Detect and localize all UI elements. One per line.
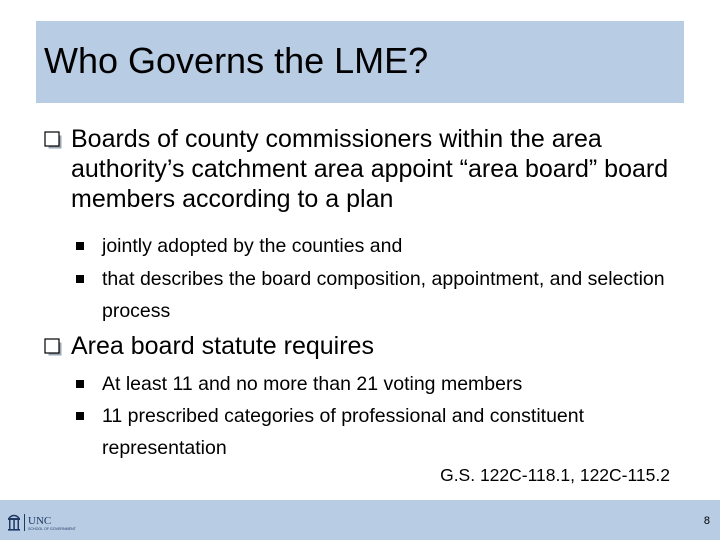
subbullet-text: jointly adopted by the counties and	[102, 235, 403, 257]
statute-citation: G.S. 122C-118.1, 122C-115.2	[440, 465, 670, 485]
square-bullet-icon	[76, 242, 84, 250]
subbullet-text: that describes the board composition, appointment, and selection process	[102, 268, 665, 322]
square-bullet-icon	[76, 380, 84, 388]
svg-text:SCHOOL OF GOVERNMENT: SCHOOL OF GOVERNMENT	[28, 527, 76, 531]
bullet-item	[44, 124, 694, 214]
square-bullet-icon	[76, 412, 84, 420]
page-number: 8	[703, 515, 710, 527]
footer-bar	[0, 500, 720, 540]
checkbox-bullet-icon	[44, 338, 63, 357]
subbullet-item	[76, 230, 701, 262]
slide-title: Who Governs the LME?	[44, 40, 429, 81]
subbullet-item	[76, 368, 701, 400]
bullet-text: Boards of county commissioners within the area authority’s catchment area appoint “area board” board members according to a plan	[71, 125, 669, 213]
subbullet-item	[76, 263, 701, 327]
subbullet-item	[76, 400, 701, 464]
bullet-text: Area board statute requires	[71, 332, 374, 360]
square-bullet-icon	[76, 275, 84, 283]
subbullet-text: At least 11 and no more than 21 voting members	[102, 373, 523, 395]
checkbox-bullet-icon	[44, 131, 63, 150]
bullet-item	[44, 331, 694, 361]
unc-school-of-government-logo	[6, 512, 106, 532]
svg-text:UNC: UNC	[28, 515, 52, 527]
subbullet-text: 11 prescribed categories of professional and constituent representation	[102, 405, 585, 459]
